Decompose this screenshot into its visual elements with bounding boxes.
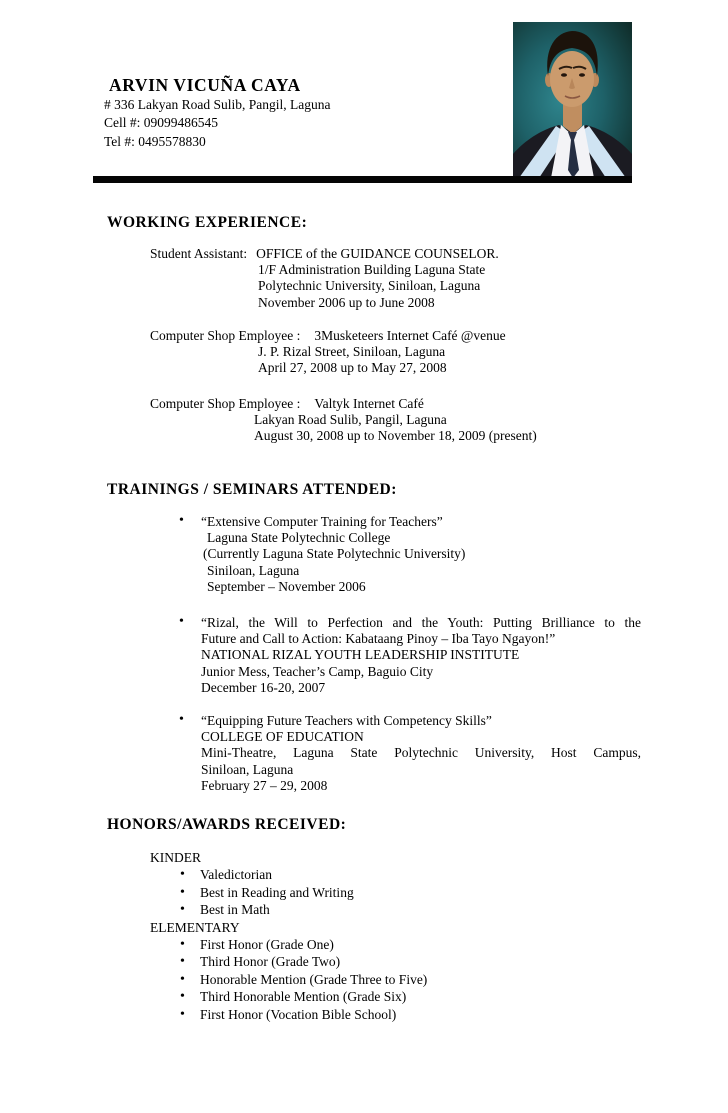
contact-block [104,96,330,151]
honor-item-text: Valedictorian [200,867,272,883]
training-item [179,514,641,595]
portrait-photo [513,22,632,178]
honor-item-text: Third Honorable Mention (Grade Six) [200,989,407,1005]
honor-item-text: First Honor (Vocation Bible School) [200,1006,397,1022]
honor-item [150,936,427,953]
section-title-honors: HONORS/AWARDS RECEIVED: [107,816,347,833]
training-item [179,615,641,696]
experience-entry [150,246,499,311]
training-line: NATIONAL RIZAL YOUTH LEADERSHIP INSTITUTE [201,647,520,663]
entry-detail-line: Polytechnic University, Siniloan, Laguna [258,278,481,294]
entry-detail-line: August 30, 2008 up to November 18, 2009 (present) [254,428,537,444]
address-line: # 336 Lakyan Road Sulib, Pangil, Laguna [104,97,331,112]
honor-item-text: Third Honor (Grade Two) [200,954,341,970]
bullet-icon [179,513,184,529]
portrait-photo-graphic [513,22,632,178]
honor-item-text: First Honor (Grade One) [200,937,334,953]
honors-group-label: KINDER [150,850,201,865]
entry-organization: OFFICE of the GUIDANCE COUNSELOR. [256,246,499,261]
bullet-icon [179,712,184,728]
entry-detail-line: J. P. Rizal Street, Siniloan, Laguna [258,344,446,360]
honor-item [150,901,427,918]
tel-number-line: Tel #: 0495578830 [104,133,206,149]
training-line: (Currently Laguna State Polytechnic University) [203,546,466,562]
training-line: Junior Mess, Teacher’s Camp, Baguio City [201,663,434,679]
honor-item [150,971,427,988]
entry-detail-line: Lakyan Road Sulib, Pangil, Laguna [254,412,447,428]
training-line: COLLEGE OF EDUCATION [201,729,364,745]
honors-group-label: ELEMENTARY [150,919,240,935]
bullet-icon [180,884,185,901]
training-line: Siniloan, Laguna [207,562,300,578]
honor-item [150,884,427,901]
cell-number-line: Cell #: 09099486545 [104,115,218,131]
divider-rule [93,176,632,183]
bullet-icon [179,614,184,630]
bullet-icon [180,866,185,883]
honor-item [150,866,427,883]
training-line: February 27 – 29, 2008 [201,777,328,793]
section-title-trainings: TRAININGS / SEMINARS ATTENDED: [107,481,397,498]
entry-detail-line: 1/F Administration Building Laguna State [258,262,486,278]
experience-entry [150,396,537,445]
person-name: ARVIN VICUÑA CAYA [109,75,301,95]
entry-role-label: Student Assistant: [150,246,248,261]
honor-item-text: Best in Reading and Writing [200,884,354,900]
bullet-icon [180,971,185,988]
entry-organization: 3Musketeers Internet Café @venue [314,328,506,343]
honor-item-text: Best in Math [200,902,270,918]
training-line: “Extensive Computer Training for Teachers” [201,514,443,529]
honor-item-text: Honorable Mention (Grade Three to Five) [200,971,428,987]
bullet-icon [180,988,185,1005]
training-line: “Equipping Future Teachers with Competency Skills” [201,713,492,728]
training-line: Mini-Theatre, Laguna State Polytechnic University, Host Campus, [201,745,641,761]
honor-item [150,1006,427,1023]
honor-item [150,953,427,970]
training-line: Laguna State Polytechnic College [207,530,391,546]
section-title-working-experience: WORKING EXPERIENCE: [107,214,308,231]
honor-item [150,988,427,1005]
training-line: Future and Call to Action: Kabataang Pinoy – Iba Tayo Ngayon!” [201,631,556,647]
training-item [179,713,641,794]
honors-list [150,849,427,1023]
entry-detail-line: April 27, 2008 up to May 27, 2008 [258,360,447,376]
entry-detail-line: November 2006 up to June 2008 [258,294,435,310]
entry-role-label: Computer Shop Employee : [150,396,301,411]
entry-role-label: Computer Shop Employee : [150,328,301,343]
training-line: September – November 2006 [207,578,366,594]
bullet-icon [180,936,185,953]
training-line: “Rizal, the Will to Perfection and the Youth: Putting Brilliance to the [201,615,641,630]
bullet-icon [180,901,185,918]
bullet-icon [180,953,185,970]
entry-organization: Valtyk Internet Café [314,396,424,411]
bullet-icon [180,1006,185,1023]
experience-entry [150,328,506,377]
training-line: December 16-20, 2007 [201,679,326,695]
training-line: Siniloan, Laguna [201,761,294,777]
